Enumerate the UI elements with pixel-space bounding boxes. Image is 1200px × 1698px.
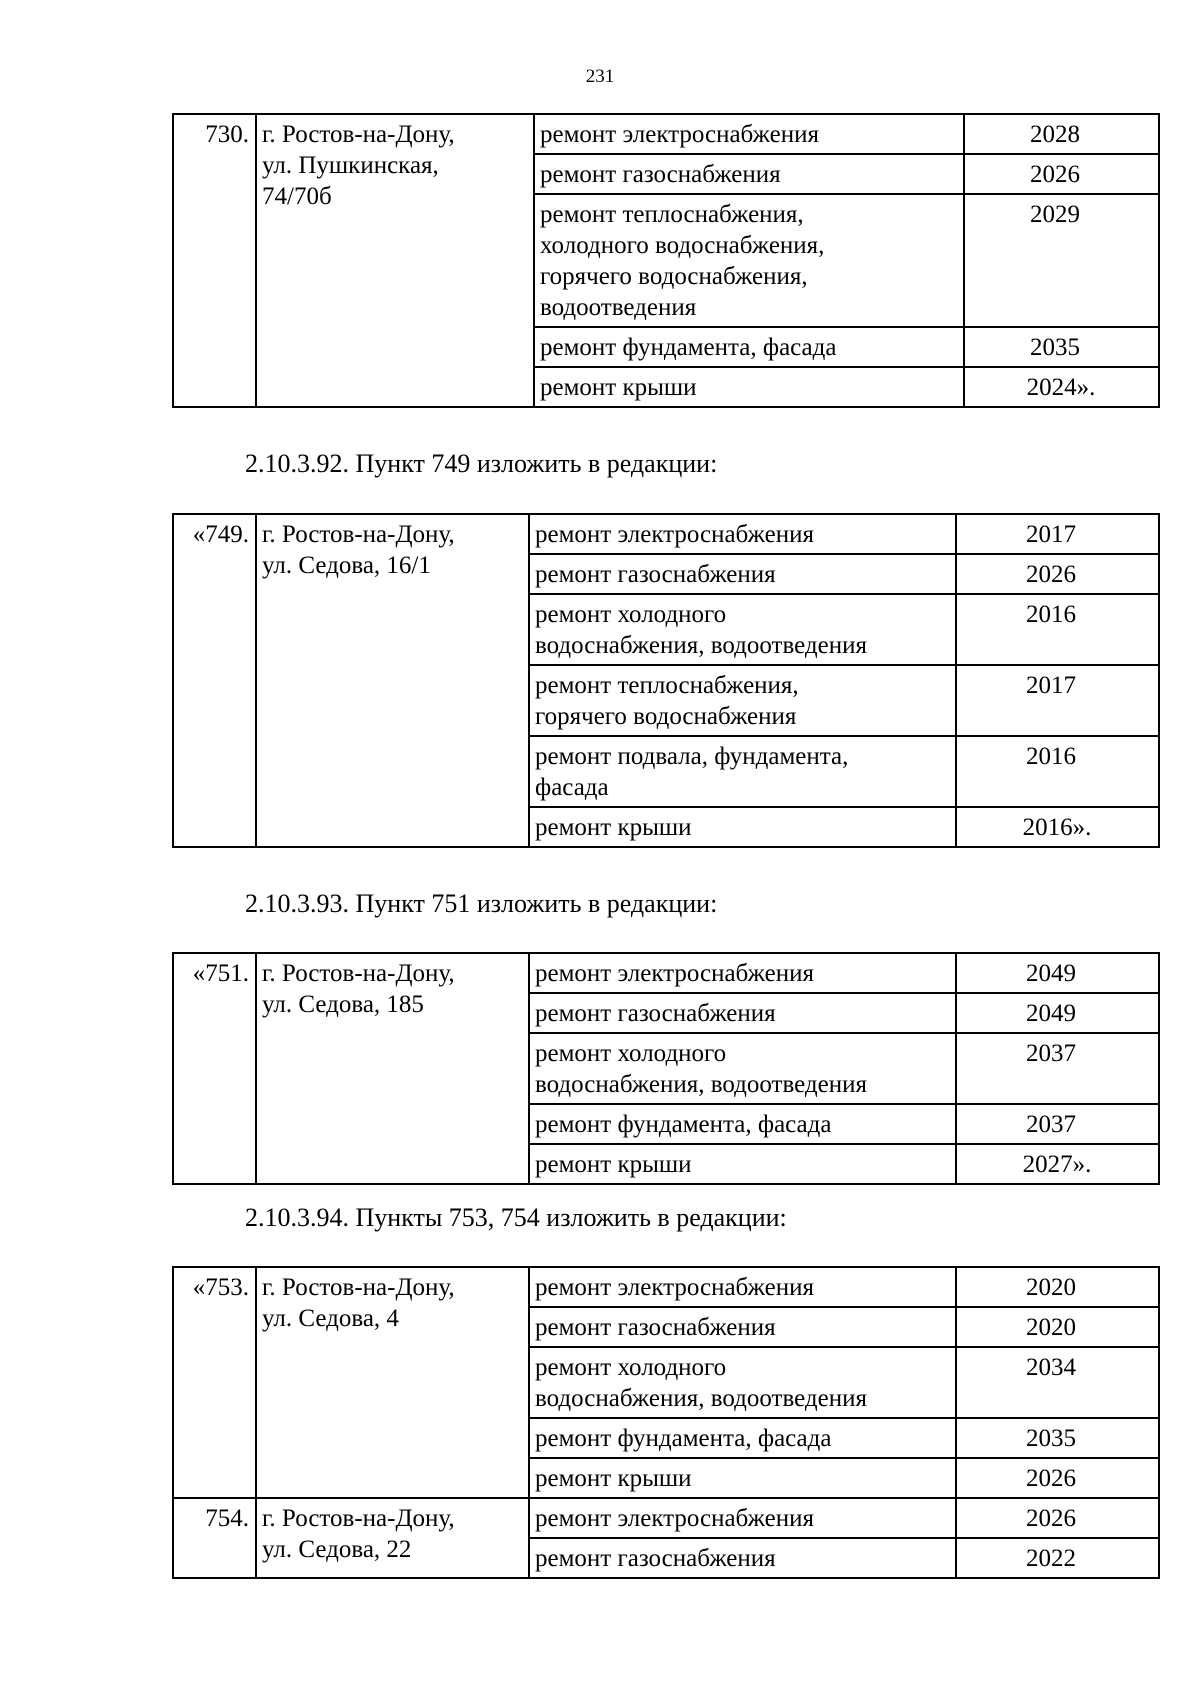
year-value: 2020 bbox=[1026, 1274, 1076, 1301]
year-value: 2026 bbox=[1026, 1505, 1076, 1532]
year-cell bbox=[964, 367, 1159, 407]
year-value: 2034 bbox=[1026, 1354, 1076, 1381]
year-value: 2026 bbox=[1030, 161, 1080, 188]
repair-table bbox=[172, 1266, 1160, 1579]
year-cell bbox=[956, 1418, 1159, 1458]
repair-table bbox=[172, 513, 1160, 848]
work-line: холодного водоснабжения, bbox=[540, 232, 825, 259]
work-cell bbox=[534, 367, 964, 407]
year-cell bbox=[956, 1458, 1159, 1498]
year-cell bbox=[956, 665, 1159, 736]
year-value: 2022 bbox=[1026, 1545, 1076, 1572]
address-line: г. Ростов-на-Дону, bbox=[262, 1505, 455, 1532]
year-value: 2037 bbox=[1026, 1040, 1076, 1067]
work-line: ремонт холодного bbox=[535, 601, 727, 628]
section-heading: 2.10.3.92. Пункт 749 изложить в редакции: bbox=[245, 449, 718, 478]
year-cell bbox=[956, 807, 1159, 847]
work-line: ремонт холодного bbox=[535, 1354, 727, 1381]
work-cell bbox=[534, 154, 964, 194]
year-cell bbox=[956, 1498, 1159, 1538]
year-cell bbox=[964, 114, 1159, 154]
year-value: 2035 bbox=[1026, 1425, 1076, 1452]
work-line: ремонт теплоснабжения, bbox=[540, 201, 804, 228]
address-line: 74/70б bbox=[262, 183, 332, 210]
work-line: ремонт электроснабжения bbox=[535, 1274, 814, 1301]
repair-table bbox=[172, 952, 1160, 1185]
work-cell bbox=[529, 514, 956, 554]
address-cell bbox=[256, 953, 529, 1184]
work-line: ремонт фундамента, фасада bbox=[540, 334, 837, 361]
address-cell bbox=[256, 514, 529, 847]
year-value: 2024». bbox=[1026, 374, 1096, 401]
work-line: горячего водоснабжения, bbox=[540, 263, 808, 290]
year-value: 2026 bbox=[1026, 561, 1076, 588]
work-line: ремонт газоснабжения bbox=[535, 561, 776, 588]
year-value: 2017 bbox=[1026, 521, 1076, 548]
work-line: горячего водоснабжения bbox=[535, 703, 797, 730]
year-value: 2028 bbox=[1030, 121, 1080, 148]
address-line: ул. Седова, 4 bbox=[262, 1305, 399, 1332]
year-cell bbox=[956, 1307, 1159, 1347]
year-cell bbox=[956, 554, 1159, 594]
year-value: 2016». bbox=[1022, 814, 1092, 841]
work-line: водоотведения bbox=[540, 294, 697, 321]
work-cell bbox=[534, 114, 964, 154]
year-cell bbox=[964, 194, 1159, 327]
year-cell bbox=[956, 953, 1159, 993]
work-line: ремонт крыши bbox=[535, 814, 692, 841]
work-line: ремонт крыши bbox=[535, 1151, 692, 1178]
work-cell bbox=[529, 1144, 956, 1184]
table-row bbox=[173, 1498, 1159, 1538]
address-line: г. Ростов-на-Дону, bbox=[262, 1274, 455, 1301]
work-cell bbox=[529, 594, 956, 665]
item-number: «749. bbox=[173, 514, 256, 847]
table-row bbox=[173, 514, 1159, 554]
section-heading: 2.10.3.93. Пункт 751 изложить в редакции: bbox=[245, 889, 718, 918]
work-cell bbox=[529, 1498, 956, 1538]
work-line: водоснабжения, водоотведения bbox=[535, 632, 867, 659]
year-value: 2035 bbox=[1030, 334, 1080, 361]
year-cell bbox=[956, 514, 1159, 554]
work-line: фасада bbox=[535, 774, 609, 801]
work-cell bbox=[529, 1458, 956, 1498]
work-cell bbox=[529, 1033, 956, 1104]
table-row bbox=[173, 1267, 1159, 1307]
work-cell bbox=[529, 953, 956, 993]
work-line: ремонт газоснабжения bbox=[535, 1314, 776, 1341]
year-value: 2020 bbox=[1026, 1314, 1076, 1341]
year-cell bbox=[956, 594, 1159, 665]
work-cell bbox=[529, 1104, 956, 1144]
work-cell bbox=[529, 736, 956, 807]
work-line: ремонт электроснабжения bbox=[535, 960, 814, 987]
work-line: ремонт газоснабжения bbox=[540, 161, 781, 188]
work-line: ремонт крыши bbox=[535, 1465, 692, 1492]
year-cell bbox=[964, 154, 1159, 194]
work-cell bbox=[529, 1267, 956, 1307]
work-line: водоснабжения, водоотведения bbox=[535, 1385, 867, 1412]
work-line: ремонт теплоснабжения, bbox=[535, 672, 799, 699]
address-line: ул. Пушкинская, bbox=[262, 152, 439, 179]
work-line: ремонт газоснабжения bbox=[535, 1545, 776, 1572]
year-cell bbox=[956, 1538, 1159, 1578]
year-value: 2029 bbox=[1030, 201, 1080, 228]
work-line: ремонт газоснабжения bbox=[535, 1000, 776, 1027]
work-cell bbox=[529, 1538, 956, 1578]
year-value: 2026 bbox=[1026, 1465, 1076, 1492]
address-line: г. Ростов-на-Дону, bbox=[262, 121, 455, 148]
work-line: водоснабжения, водоотведения bbox=[535, 1071, 867, 1098]
year-value: 2049 bbox=[1026, 960, 1076, 987]
work-cell bbox=[529, 554, 956, 594]
year-cell bbox=[956, 993, 1159, 1033]
work-line: ремонт фундамента, фасада bbox=[535, 1425, 832, 1452]
work-cell bbox=[529, 1347, 956, 1418]
work-line: ремонт электроснабжения bbox=[535, 1505, 814, 1532]
address-line: г. Ростов-на-Дону, bbox=[262, 960, 455, 987]
work-line: ремонт подвала, фундамента, bbox=[535, 743, 849, 770]
address-cell bbox=[256, 1267, 529, 1498]
address-cell bbox=[256, 1498, 529, 1578]
year-value: 2016 bbox=[1026, 743, 1076, 770]
year-value: 2017 bbox=[1026, 672, 1076, 699]
address-line: ул. Седова, 22 bbox=[262, 1536, 412, 1563]
section-heading: 2.10.3.94. Пункты 753, 754 изложить в редакции: bbox=[245, 1203, 787, 1232]
year-value: 2027». bbox=[1022, 1151, 1092, 1178]
year-value: 2016 bbox=[1026, 601, 1076, 628]
page-number: 231 bbox=[585, 66, 615, 87]
work-line: ремонт фундамента, фасада bbox=[535, 1111, 832, 1138]
year-cell bbox=[964, 327, 1159, 367]
item-number: 754. bbox=[173, 1498, 256, 1578]
table-row bbox=[173, 114, 1159, 154]
item-number: 730. bbox=[173, 114, 256, 407]
work-cell bbox=[529, 665, 956, 736]
work-line: ремонт крыши bbox=[540, 374, 697, 401]
year-cell bbox=[956, 1104, 1159, 1144]
work-cell bbox=[529, 993, 956, 1033]
year-cell bbox=[956, 1267, 1159, 1307]
item-number: «753. bbox=[173, 1267, 256, 1498]
work-cell bbox=[529, 1307, 956, 1347]
work-line: ремонт электроснабжения bbox=[540, 121, 819, 148]
year-value: 2037 bbox=[1026, 1111, 1076, 1138]
address-line: ул. Седова, 185 bbox=[262, 991, 424, 1018]
item-number: «751. bbox=[173, 953, 256, 1184]
work-line: ремонт электроснабжения bbox=[535, 521, 814, 548]
work-line: ремонт холодного bbox=[535, 1040, 727, 1067]
year-cell bbox=[956, 1144, 1159, 1184]
work-cell bbox=[529, 807, 956, 847]
year-cell bbox=[956, 1033, 1159, 1104]
table-row bbox=[173, 953, 1159, 993]
year-cell bbox=[956, 1347, 1159, 1418]
address-cell bbox=[256, 114, 534, 407]
address-line: ул. Седова, 16/1 bbox=[262, 552, 431, 579]
work-cell bbox=[534, 327, 964, 367]
address-line: г. Ростов-на-Дону, bbox=[262, 521, 455, 548]
year-value: 2049 bbox=[1026, 1000, 1076, 1027]
work-cell bbox=[529, 1418, 956, 1458]
work-cell bbox=[534, 194, 964, 327]
year-cell bbox=[956, 736, 1159, 807]
repair-table bbox=[172, 113, 1160, 408]
